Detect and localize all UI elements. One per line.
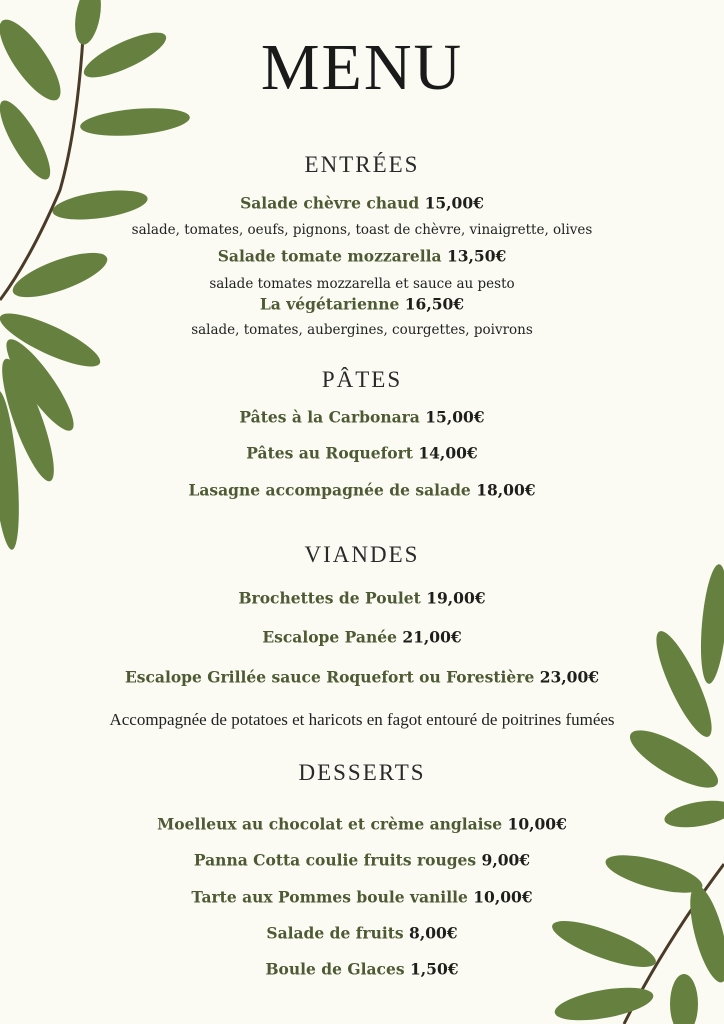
menu-item (0, 851, 724, 870)
menu-title: MENU (260, 31, 464, 104)
item-price: 23,00€ (539, 667, 600, 687)
item-price: 13,50€ (446, 246, 507, 266)
item-price: 10,00€ (473, 887, 533, 907)
item-name: Tarte aux Pommes boule vanille (191, 887, 468, 907)
item-price: 21,00€ (402, 627, 462, 647)
section-heading-viandes: VIANDES (304, 542, 420, 567)
item-name: Pâtes à la Carbonara (239, 407, 420, 427)
item-price: 8,00€ (409, 923, 458, 943)
item-name: Moelleux au chocolat et crème anglaise (157, 814, 503, 834)
item-price: 19,00€ (426, 588, 486, 608)
item-name: Salade de fruits (266, 923, 404, 943)
menu-item (0, 815, 724, 834)
item-name: Escalope Panée (262, 627, 397, 647)
item-name: Salade chèvre chaud (240, 193, 420, 213)
item-name: Lasagne accompagnée de salade (188, 480, 471, 500)
menu-item (0, 408, 724, 427)
menu-item (0, 668, 724, 687)
item-name: Boule de Glaces (265, 959, 405, 979)
menu-item (0, 888, 724, 907)
item-price: 10,00€ (507, 814, 567, 834)
item-name: Salade tomate mozzarella (217, 246, 442, 266)
section-heading-pates: PÂTES (321, 367, 403, 392)
item-price: 16,50€ (404, 294, 465, 314)
item-name: Escalope Grillée sauce Roquefort ou Forestière (124, 667, 535, 687)
item-name: La végétarienne (259, 294, 400, 314)
menu-item (0, 247, 724, 266)
section-heading-entrees: ENTRÉES (304, 152, 420, 177)
item-price: 9,00€ (481, 850, 531, 870)
item-name: Brochettes de Poulet (238, 588, 421, 608)
item-price: 18,00€ (476, 480, 536, 500)
section-note: Accompagnée de potatoes et haricots en fagot entouré de poitrines fumées (109, 710, 615, 729)
menu-item (0, 960, 724, 979)
item-name: Panna Cotta coulie fruits rouges (193, 850, 477, 870)
item-price: 14,00€ (418, 443, 478, 463)
item-price: 15,00€ (425, 407, 485, 427)
menu-item (0, 444, 724, 463)
item-description: salade, tomates, aubergines, courgettes, poivrons (191, 322, 533, 338)
menu-item (0, 194, 724, 213)
section-heading-desserts: DESSERTS (298, 760, 426, 785)
item-price: 15,00€ (424, 193, 484, 213)
item-name: Pâtes au Roquefort (246, 443, 413, 463)
menu-item (0, 295, 724, 314)
menu-item (0, 924, 724, 943)
menu-item (0, 481, 724, 500)
item-price: 1,50€ (410, 959, 459, 979)
menu-item (0, 628, 724, 647)
item-description: salade tomates mozzarella et sauce au pesto (209, 276, 515, 292)
item-description: salade, tomates, oeufs, pignons, toast de chèvre, vinaigrette, olives (131, 222, 593, 238)
menu-item (0, 589, 724, 608)
